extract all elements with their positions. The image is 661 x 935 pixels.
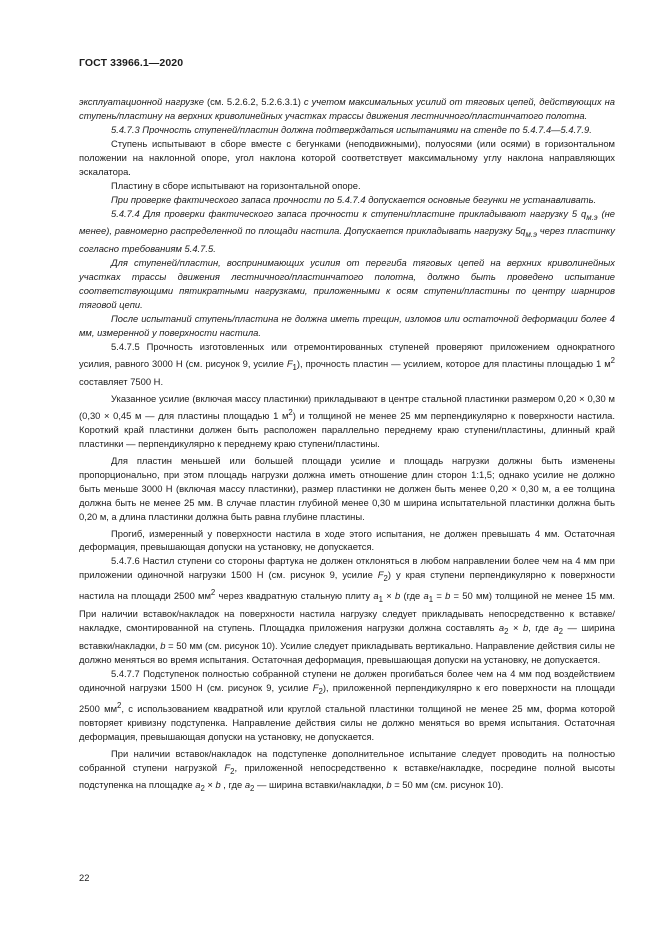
paragraph: При наличии вставок/накладок на подступенке дополнительное испытание следует проводить на полностью собранной ступени нагрузкой $F_2$, приложенной непосредственно к вставке/накладке, посредине полной высоты подступенка на площадке $a_2 \times b$ , где $a_2$ — ширина вставки/накладки, b = 50 мм (см. рисунок 10). xyxy=(79,747,615,794)
paragraph: 5.4.7.3 Прочность ступеней/пластин должна подтверждаться испытаниями на стенде по 5.4.7.4—5.4.7.9. xyxy=(111,123,592,135)
paragraph: После испытаний ступень/пластина не должна иметь трещин, изломов или остаточной деформации более 4 мм, измеренной у поверхности настила. xyxy=(79,313,615,338)
paragraph: Указанное усилие (включая массу пластинки) прикладывают в центре стальной пластинки размером 0,20 × 0,30 м (0,30 × 0,45 м — для пластины площадью 1 $м^2$) и толщиной не менее 25 мм перпендикулярно к поверхности настила. Короткий край пластинки должен быть расположен параллельно переднему краю ступени/пластины, длинный край пластинки — перпендикулярно к переднему краю ступени/пластины. xyxy=(79,392,615,449)
paragraph: При проверке фактического запаса прочности по 5.4.7.4 допускается основные бегунки не устанавливать. xyxy=(111,193,597,205)
paragraph: Для пластин меньшей или большей площади усилие и площадь нагрузки должны быть изменены пропорционально, при этом площадь нагрузки должна иметь отношение длин сторон 1:1,5; однако усилие не должно быть меньше 3000 Н (включая массу пластинки), размер пластинки не должен быть менее 0,20 × 0,30 м, а ее толщина должна быть не менее 25 мм. В случае пластин глубиной менее 0,30 м ширина испытательной пластинки должна быть 0,20 м, а длина пластинки должна быть равна глубине пластины. xyxy=(79,454,615,522)
paragraph: 5.4.7.4 Для проверки фактического запаса прочности к ступени/пластине прикладывают нагрузку 5 $q_{м.э}$ (не менее), равномерно распределенной по площади настила. Допускается прикладывать нагрузку $5q_{м.э}$ через пластинку согласно требованиям 5.4.7.5. xyxy=(79,207,615,255)
document-body xyxy=(79,95,615,796)
paragraph: Прогиб, измеренный у поверхности настила в ходе этого испытания, не должен превышать 4 мм. Остаточная деформация, превышающая допуски на установку, не допускается. xyxy=(79,527,615,553)
document-header: ГОСТ 33966.1—2020 xyxy=(79,57,184,69)
paragraph: Ступень испытывают в сборе вместе с бегунками (неподвижными), полуосями (или осями) в горизонтальном положении на наклонной опоре, угол наклона которой соответствует максимальному углу наклона направляющих эскалатора. xyxy=(79,137,615,177)
paragraph: эксплуатационной нагрузке (см. 5.2.6.2, 5.2.6.3.1) с учетом максимальных усилий от тяговых цепей, действующих на ступень/пластину на верхних криволинейных участках трассы движения лестничного/пластинчатого полотна. xyxy=(79,96,615,121)
paragraph: 5.4.7.7 Подступенок полностью собранной ступени не должен прогибаться более чем на 4 мм под воздействием одиночной нагрузки 1500 Н (см. рисунок 9, усилие $F_2$), приложенной перпендикулярно к его поверхности на площади 2500 $мм^2$, с использованием квадратной или круглой стальной пластинки толщиной не менее 25 мм, форма которой повторяет кривизну подступенка. Направление действия силы не должно меняться во время испытания. Остаточная деформация, превышающая допуски на установку, не допускается. xyxy=(79,667,616,742)
paragraph: Для ступеней/пластин, воспринимающих усилия от перегиба тяговых цепей на верхних криволинейных участках трассы движения лестничного/пластинчатого полотна, должно быть проведено испытание соответствующими пятикратными нагрузками, приложенными к осям ступени/пластины по центру шарниров тяговой цепи. xyxy=(79,257,615,311)
paragraph: 5.4.7.5 Прочность изготовленных или отремонтированных ступеней проверяют приложением однократного усилия, равного 3000 Н (см. рисунок 9, усилие $F_1$), прочность пластин — усилием, которое для пластины площадью 1 $м^2$ составляет 7500 Н. xyxy=(79,340,615,387)
paragraph: Пластину в сборе испытывают на горизонтальной опоре. xyxy=(111,179,361,191)
paragraph: 5.4.7.6 Настил ступени со стороны фартука не должен отклоняться в любом направлении более чем на 4 мм при приложении одиночной нагрузки 1500 Н (см. рисунок 9, усилие $F_2$) у края ступени перпендикулярно к поверхности настила на площади 2500 $мм^2$ через квадратную стальную плиту $a_1 \times b$ (где $a_1 = b = 50$ мм) толщиной не менее 15 мм. При наличии вставок/накладок на поверхности настила нагрузку следует прикладывать непосредственно к вставке/накладке, смонтированной на ступень. Площадка приложения нагрузки должна составлять $a_2 \times b$, где $a_2$ — ширина вставки/накладки, b = 50 мм (см. рисунок 10). Усилие следует прикладывать вертикально. Направление действия силы не должно меняться во время испытания. Остаточная деформация, превышающая допуски на установку, не допускается. xyxy=(79,555,616,665)
page-number: 22 xyxy=(79,872,90,883)
